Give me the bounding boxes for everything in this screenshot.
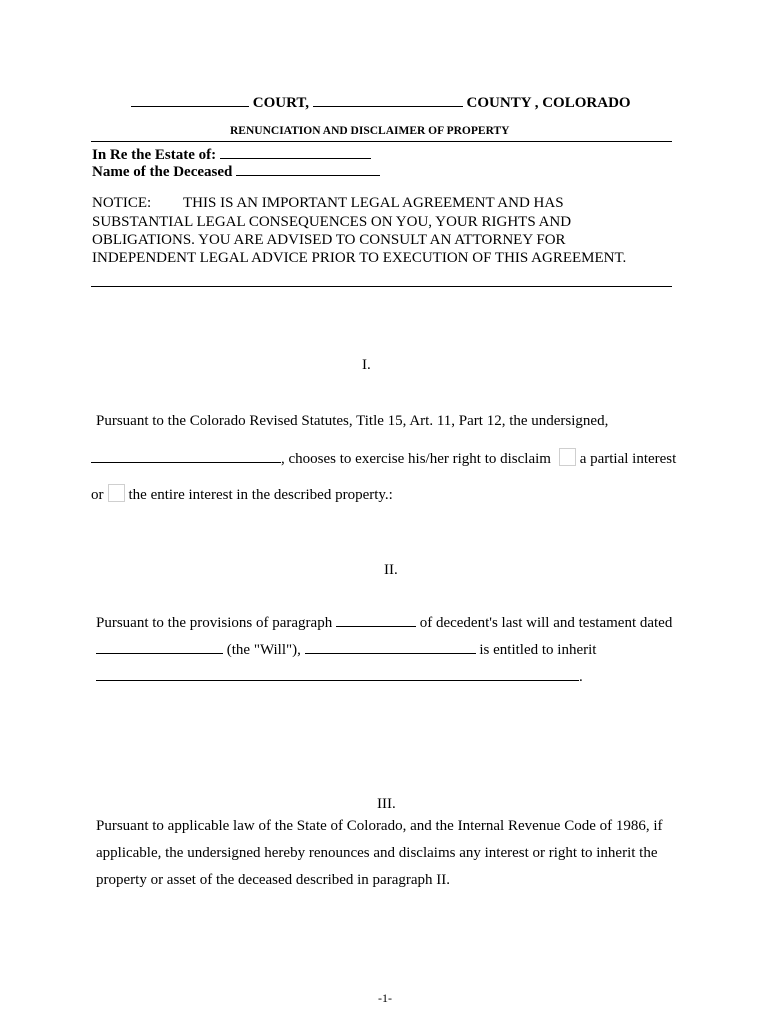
- document-title: RENUNCIATION AND DISCLAIMER OF PROPERTY: [230, 125, 510, 137]
- partial-interest-label: a partial interest: [579, 451, 677, 467]
- entire-interest-label: the entire interest in the described property.:: [128, 487, 393, 503]
- notice-line-2: SUBSTANTIAL LEGAL CONSEQUENCES ON YOU, YOUR RIGHTS AND: [92, 214, 572, 230]
- notice-line-4: INDEPENDENT LEGAL ADVICE PRIOR TO EXECUTION OF THIS AGREEMENT.: [92, 250, 627, 266]
- section-3-number: III.: [377, 796, 396, 812]
- property-description-field[interactable]: [96, 666, 579, 681]
- section-2-line-2: [96, 639, 596, 659]
- paragraph-text: Pursuant to the provisions of paragraph: [96, 615, 333, 631]
- beneficiary-field[interactable]: [305, 639, 476, 654]
- court-name-field[interactable]: [131, 92, 249, 107]
- or-label: or: [91, 487, 104, 503]
- inherit-text: is entitled to inherit: [479, 642, 597, 658]
- section-2-line-1: [96, 612, 672, 632]
- will-date-text: of decedent's last will and testament dated: [419, 615, 673, 631]
- section-3-line-3: property or asset of the deceased described in paragraph II.: [96, 872, 451, 888]
- deceased-line: [92, 161, 380, 181]
- county-label: COUNTY , COLORADO: [466, 95, 631, 111]
- estate-name-field[interactable]: [220, 144, 371, 159]
- partial-interest-checkbox[interactable]: [559, 448, 576, 466]
- page-number: -1-: [378, 991, 392, 1005]
- disclaim-text: , chooses to exercise his/her right to disclaim: [281, 451, 551, 467]
- notice-divider: [91, 286, 672, 287]
- court-label: COURT,: [252, 95, 310, 111]
- county-name-field[interactable]: [313, 92, 463, 107]
- paragraph-number-field[interactable]: [336, 612, 416, 627]
- notice-line-3: OBLIGATIONS. YOU ARE ADVISED TO CONSULT AN ATTORNEY FOR: [92, 232, 566, 248]
- section-1-number: I.: [362, 357, 371, 373]
- court-heading: [131, 92, 631, 112]
- deceased-label: Name of the Deceased: [92, 164, 233, 180]
- title-divider: [91, 141, 672, 142]
- estate-label: In Re the Estate of:: [92, 147, 217, 163]
- section-2-number: II.: [384, 562, 398, 578]
- section-1-line-1: Pursuant to the Colorado Revised Statutes, Title 15, Art. 11, Part 12, the undersigned,: [96, 413, 609, 429]
- section-1-line-2: [91, 448, 676, 468]
- will-label: (the "Will"),: [226, 642, 301, 658]
- notice-label: NOTICE:: [92, 195, 152, 211]
- notice-line-1: THIS IS AN IMPORTANT LEGAL AGREEMENT AND HAS: [183, 195, 564, 211]
- will-date-field[interactable]: [96, 639, 223, 654]
- section-1-line-3: [91, 484, 393, 504]
- period: .: [579, 669, 583, 685]
- entire-interest-checkbox[interactable]: [108, 484, 125, 502]
- section-2-line-3: [96, 666, 583, 686]
- section-3-line-1: Pursuant to applicable law of the State of Colorado, and the Internal Revenue Code of 1986, if: [96, 818, 663, 834]
- deceased-name-field[interactable]: [236, 161, 380, 176]
- undersigned-name-field[interactable]: [91, 448, 281, 463]
- section-3-line-2: applicable, the undersigned hereby renounces and disclaims any interest or right to inherit the: [96, 845, 658, 861]
